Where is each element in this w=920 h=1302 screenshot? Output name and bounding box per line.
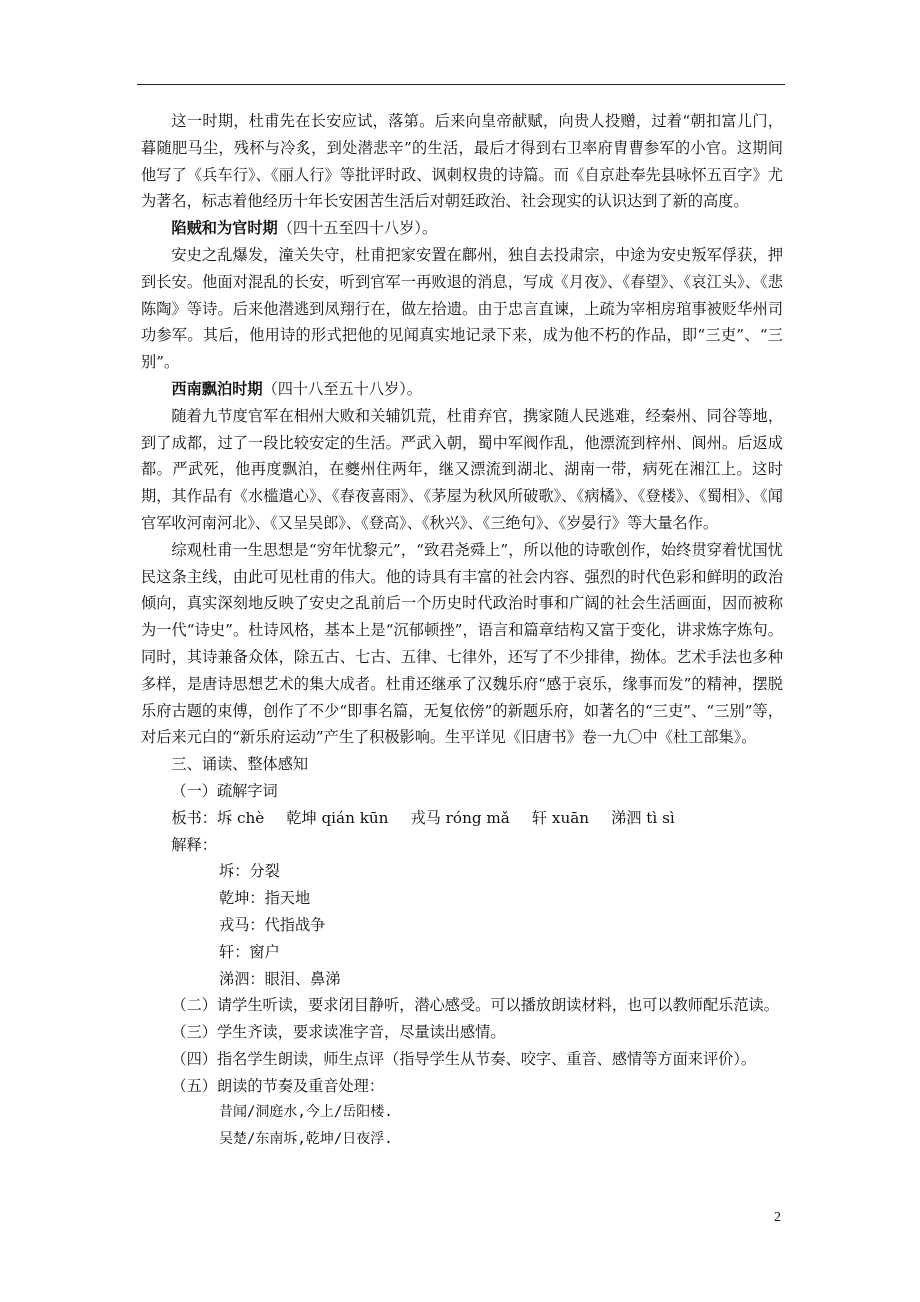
board-item: 乾坤 qián kūn bbox=[286, 808, 389, 827]
page-number: 2 bbox=[774, 1210, 781, 1225]
heading-captured-bold: 陷贼和为官时期 bbox=[171, 219, 278, 238]
section-title: 三、诵读、整体感知 bbox=[171, 755, 309, 774]
heading-southwest-period bbox=[141, 376, 783, 403]
heading-captured-age: （四十五至四十八岁）。 bbox=[277, 219, 438, 238]
step-rhythm: （五）朗读的节奏及重音处理： bbox=[171, 1076, 385, 1095]
board-item: 涕泗 tì sì bbox=[611, 808, 675, 827]
poem-line: 吴楚/东南坼,乾坤/日夜浮. bbox=[219, 1131, 393, 1148]
heading-southwest-bold: 西南飘泊时期 bbox=[171, 379, 263, 398]
paragraph-summary: 综观杜甫一生思想是“穷年忧黎元”，“致君尧舜上”，所以他的诗歌创作，始终贯穿着忧国忧民这条主线，由此可见杜甫的伟大。他的诗具有丰富的社会内容、强烈的时代色彩和鲜明的政治倾向，真实深刻地反映了安史之乱前后一个历史时代政治时事和广阔的社会生活画面，因而被称为一代“诗史”。杜诗风格，基本上是“沉郁顿挫”，语言和篇章结构又富于变化，讲求炼字炼句。同时，其诗兼备众体，除五古、七古、五律、七律外，还写了不少排律，拗体。艺术手法也多种多样，是唐诗思想艺术的集大成者。杜甫还继承了汉魏乐府“感于哀乐，缘事而发”的精神，摆脱乐府古题的束傅，创作了不少“即事名篇，无复依傍”的新题乐府，如著名的“三吏”、“三别”等，对后来元白的“新乐府运动”产生了积极影响。生平详见《旧唐书》卷一九〇中《杜工部集》。 bbox=[141, 540, 783, 747]
definition-item: 乾坤：指天地 bbox=[219, 889, 311, 908]
board-item: 坼 chè bbox=[216, 808, 265, 827]
explain-label: 解释： bbox=[171, 835, 217, 854]
poem-line: 昔闻/洞庭水,今上/岳阳楼. bbox=[219, 1104, 393, 1121]
subsection-vocab: （一）疏解字词 bbox=[171, 781, 278, 800]
board-item: 戎马 róng mǎ bbox=[410, 808, 510, 827]
heading-captured-period bbox=[141, 215, 783, 242]
header-rule bbox=[137, 84, 785, 85]
paragraph-changan: 这一时期，杜甫先在长安应试，落第。后来向皇帝献赋，向贵人投赠，过着“朝扣富儿门，暮随肥马尘，残杯与冷炙，到处潜悲辛”的生活，最后才得到右卫率府胄曹参军的小官。这期间他写了《兵车行》、《丽人行》等批评时政、讽刺权贵的诗篇。而《自京赴奉先县咏怀五百字》尤为著名，标志着他经历十年长安困苦生活后对朝廷政治、社会现实的认识达到了新的高度。 bbox=[141, 112, 783, 211]
paragraph-captured: 安史之乱爆发，潼关失守，杜甫把家安置在鄜州，独自去投肃宗，中途为安史叛军俘获，押到长安。他面对混乱的长安，听到官军一再败退的消息，写成《月夜》、《春望》、《哀江头》、《悲陈陶》等诗。后来他潜逃到凤翔行在，做左拾遗。由于忠言直谏，上疏为宰相房琯事被贬华州司功参军。其后，他用诗的形式把他的见闻真实地记录下来，成为他不朽的作品，即“三吏”、“三别”。 bbox=[141, 245, 783, 372]
board-item: 轩 xuān bbox=[531, 808, 590, 827]
definition-item: 坼：分裂 bbox=[219, 862, 280, 881]
board-line bbox=[141, 805, 783, 832]
board-label: 板书： bbox=[171, 808, 217, 827]
step-read-named: （四）指名学生朗读，师生点评（指导学生从节奏、咬字、重音、感情等方面来评价）。 bbox=[171, 1049, 757, 1068]
document-body bbox=[141, 108, 783, 1153]
step-read-together: （三）学生齐读，要求读准字音，尽量读出感情。 bbox=[171, 1023, 506, 1042]
step-listen: （二）请学生听读，要求闭目静听，潜心感受。可以播放朗读材料，也可以教师配乐范读。 bbox=[171, 996, 779, 1015]
definition-item: 戎马：代指战争 bbox=[219, 915, 326, 934]
definition-item: 轩：窗户 bbox=[219, 942, 280, 961]
definition-item: 涕泗：眼泪、鼻涕 bbox=[219, 969, 341, 988]
heading-southwest-age: （四十八至五十八岁）。 bbox=[262, 379, 422, 398]
paragraph-southwest: 随着九节度官军在相州大败和关辅饥荒，杜甫弃官，携家随人民逃难，经秦州、同谷等地，到了成都，过了一段比较安定的生活。严武入朝，蜀中军阀作乱，他漂流到梓州、阆州。后返成都。严武死，他再度飘泊，在夔州住两年，继又漂流到湖北、湖南一带，病死在湘江上。这时期，其作品有《水槛遣心》、《春夜喜雨》、《茅屋为秋风所破歌》、《病橘》、《登楼》、《蜀相》、《闻官军收河南河北》、《又呈吴郎》、《登高》、《秋兴》、《三绝句》、《岁晏行》等大量名作。 bbox=[141, 406, 783, 532]
